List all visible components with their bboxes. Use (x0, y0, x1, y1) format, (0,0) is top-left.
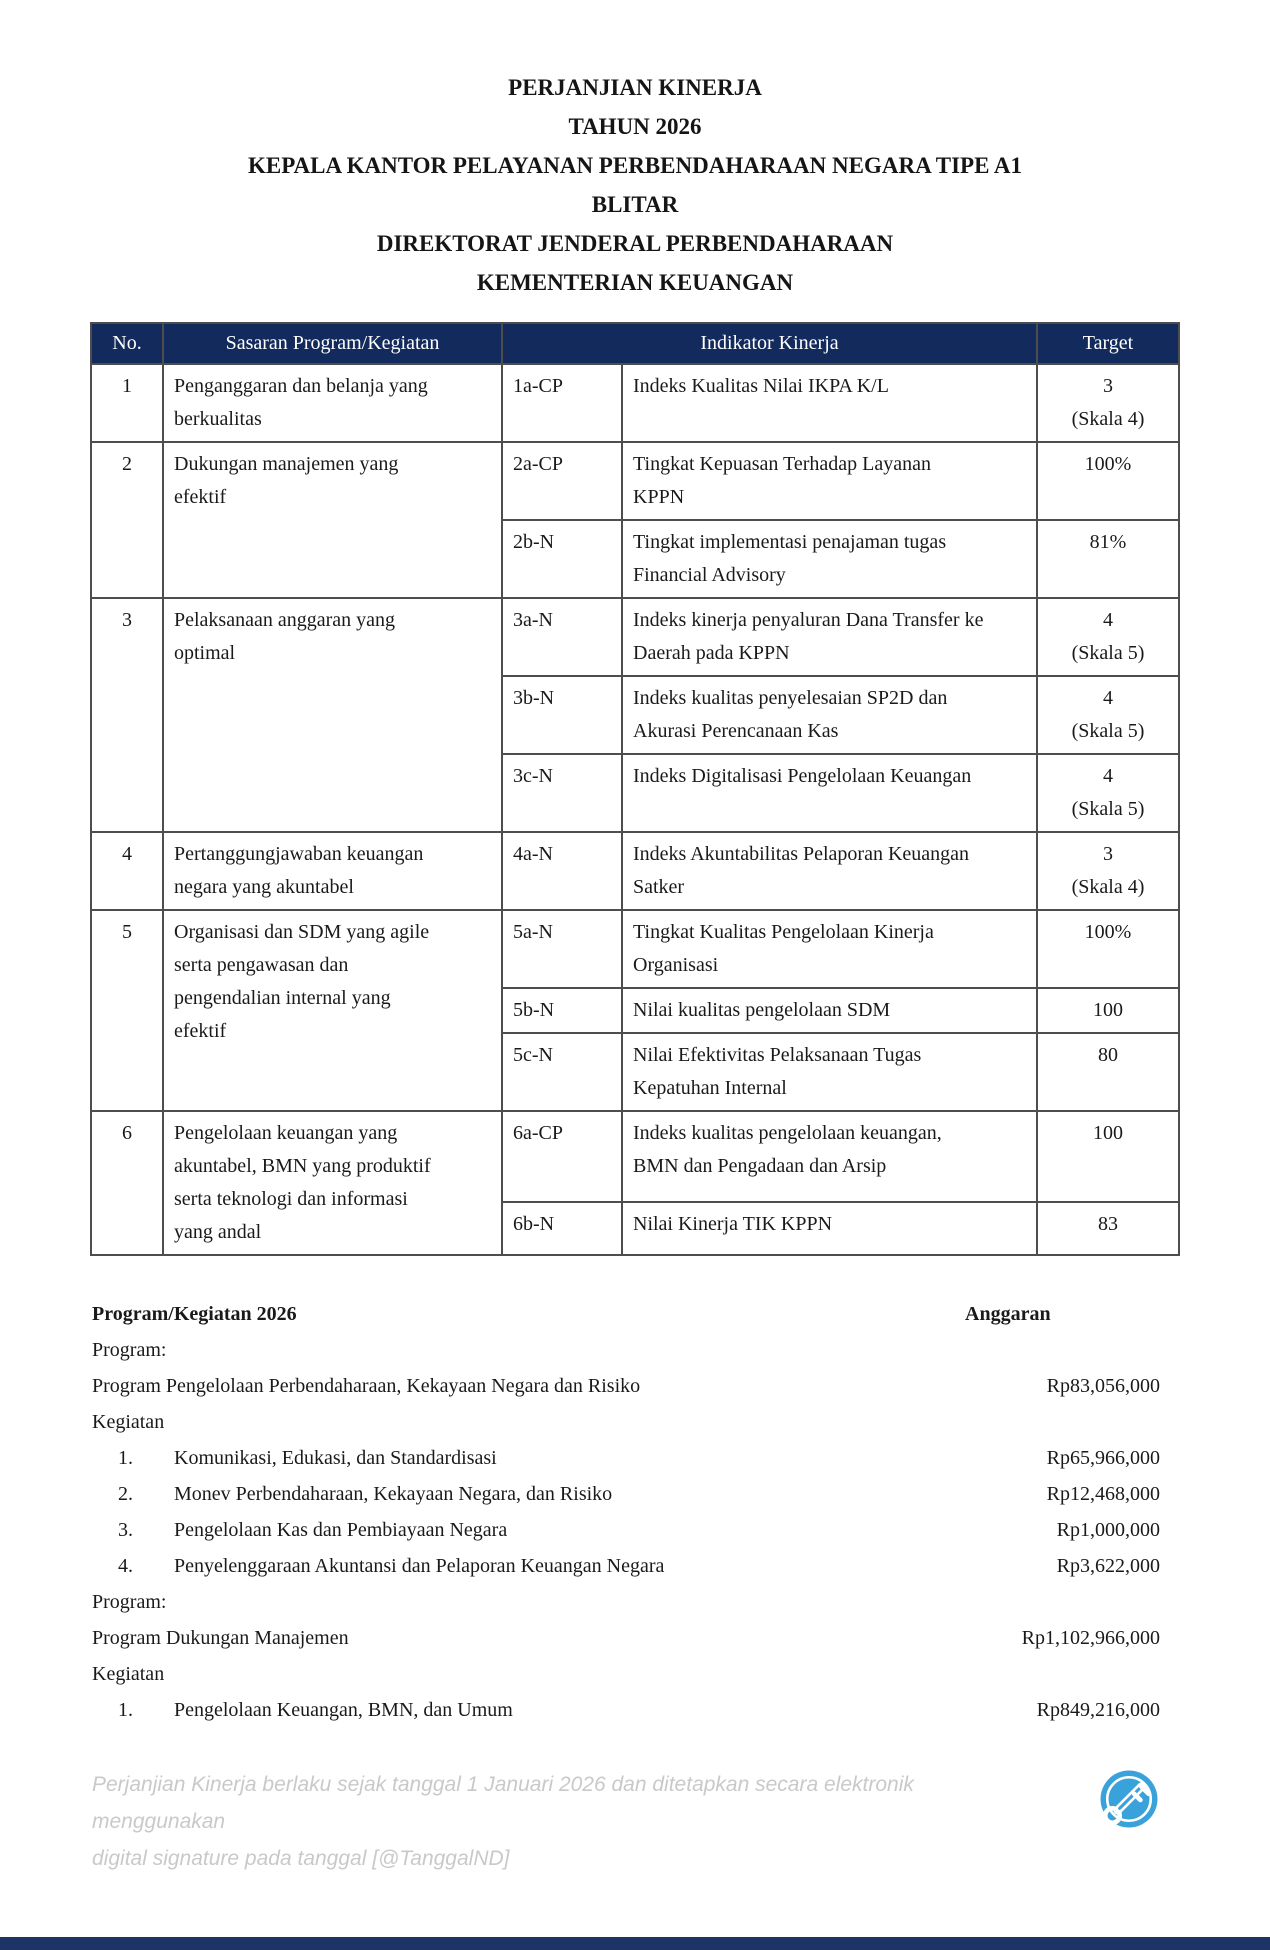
kpi-row (91, 598, 1179, 676)
budget-header-row (92, 1296, 1160, 1332)
budget-line-amount: Rp3,622,000 (1056, 1555, 1160, 1577)
col-header-sasaran: Sasaran Program/Kegiatan (163, 323, 502, 364)
target-cell (1037, 832, 1179, 910)
indicator-code-cell: 5b-N (502, 988, 622, 1033)
kpi-row (91, 832, 1179, 910)
indicator-code-cell: 3a-N (502, 598, 622, 676)
sasaran-text: Penganggaran dan belanja yang berkualitas (174, 375, 428, 430)
target-value: 83 (1098, 1213, 1118, 1236)
target-scale: (Skala 5) (1071, 642, 1145, 664)
signature-note-line-1: Perjanjian Kinerja berlaku sejak tanggal 1 Januari 2026 dan ditetapkan secara elektronik menggunakan (92, 1773, 914, 1833)
kpi-row (91, 1111, 1179, 1202)
budget-line (92, 1620, 1160, 1656)
signature-note (92, 1766, 962, 1877)
target-value: 4 (1103, 687, 1113, 709)
kpi-row (91, 364, 1179, 442)
target-value: 100 (1093, 999, 1123, 1021)
budget-line-text: Kegiatan (92, 1663, 165, 1685)
indicator-code-cell: 3b-N (502, 676, 622, 754)
indicator-text-cell (622, 676, 1037, 754)
row-number-cell: 2 (91, 442, 163, 598)
indicator-text-cell (622, 754, 1037, 832)
indicator-text: Nilai Kinerja TIK KPPN (633, 1213, 833, 1236)
target-scale: (Skala 5) (1071, 798, 1145, 820)
sasaran-text: Dukungan manajemen yang efektif (174, 453, 399, 508)
budget-line (92, 1656, 1160, 1692)
budget-line (92, 1332, 1160, 1368)
indicator-text-cell (622, 442, 1037, 520)
indicator-text: Indeks kualitas pengelolaan keuangan, BMN dan Pengadaan dan Arsip (633, 1122, 942, 1177)
target-cell (1037, 1033, 1179, 1111)
indicator-code-cell: 1a-CP (502, 364, 622, 442)
indicator-text-cell (622, 598, 1037, 676)
sasaran-cell (163, 832, 502, 910)
budget-line-amount: Rp1,102,966,000 (1021, 1627, 1160, 1649)
budget-line (92, 1404, 1160, 1440)
col-header-no: No. (91, 323, 163, 364)
target-value: 80 (1098, 1044, 1118, 1066)
target-scale: (Skala 4) (1071, 408, 1145, 430)
target-value: 4 (1103, 609, 1113, 631)
budget-line-text: Pengelolaan Keuangan, BMN, dan Umum (174, 1699, 513, 1721)
document-title (0, 0, 1270, 302)
budget-item-number: 2. (118, 1483, 133, 1505)
target-value: 4 (1103, 765, 1113, 787)
budget-line (92, 1476, 1160, 1512)
budget-line-text: Program: (92, 1339, 167, 1361)
sasaran-cell (163, 1111, 502, 1255)
target-value: 81% (1089, 531, 1127, 553)
row-number-cell: 4 (91, 832, 163, 910)
indicator-text-cell (622, 1111, 1037, 1202)
target-cell (1037, 676, 1179, 754)
budget-line-amount: Rp65,966,000 (1046, 1447, 1160, 1469)
budget-line (92, 1548, 1160, 1584)
indicator-text: Nilai kualitas pengelolaan SDM (633, 999, 891, 1021)
target-value: 100% (1084, 453, 1132, 475)
indicator-text-cell (622, 988, 1037, 1033)
indicator-text: Tingkat implementasi penajaman tugas Financial Advisory (633, 531, 947, 586)
budget-section (92, 1296, 1160, 1728)
title-line-5: DIREKTORAT JENDERAL PERBENDAHARAAN (376, 231, 894, 256)
indicator-code-cell: 6a-CP (502, 1111, 622, 1202)
sasaran-cell (163, 910, 502, 1111)
budget-line (92, 1512, 1160, 1548)
budget-lines (92, 1332, 1160, 1728)
budget-item-number: 4. (118, 1555, 133, 1577)
signature-note-line-2: digital signature pada tanggal [@TanggalND] (92, 1847, 510, 1870)
budget-item-number: 3. (118, 1519, 133, 1541)
budget-item-number: 1. (118, 1447, 133, 1469)
indicator-code-cell: 6b-N (502, 1202, 622, 1255)
target-cell (1037, 988, 1179, 1033)
digital-signature-key-icon (1100, 1770, 1158, 1828)
title-line-2: TAHUN 2026 (568, 114, 702, 139)
indicator-text-cell (622, 1202, 1037, 1255)
target-value: 3 (1103, 375, 1113, 397)
indicator-text: Nilai Efektivitas Pelaksanaan Tugas Kepatuhan Internal (633, 1044, 922, 1099)
sasaran-cell (163, 598, 502, 832)
indicator-text-cell (622, 1033, 1037, 1111)
indicator-code-cell: 5a-N (502, 910, 622, 988)
row-number-cell: 1 (91, 364, 163, 442)
indicator-text: Indeks kualitas penyelesaian SP2D dan Akurasi Perencanaan Kas (633, 687, 948, 742)
indicator-text: Tingkat Kepuasan Terhadap Layanan KPPN (633, 453, 931, 508)
target-cell (1037, 1202, 1179, 1255)
budget-item-number: 1. (118, 1699, 133, 1721)
budget-title: Program/Kegiatan 2026 (92, 1303, 297, 1325)
budget-amount-header: Anggaran (965, 1303, 1051, 1325)
title-line-1: PERJANJIAN KINERJA (508, 75, 762, 100)
target-value: 100 (1093, 1122, 1123, 1144)
target-cell (1037, 754, 1179, 832)
sasaran-text: Pelaksanaan anggaran yang optimal (174, 609, 396, 664)
title-line-6: KEMENTERIAN KEUANGAN (476, 270, 794, 295)
row-number-cell: 3 (91, 598, 163, 832)
title-line-4: BLITAR (591, 192, 679, 217)
sasaran-cell (163, 364, 502, 442)
budget-line-amount: Rp83,056,000 (1046, 1375, 1160, 1397)
budget-line-text: Penyelenggaraan Akuntansi dan Pelaporan Keuangan Negara (174, 1555, 665, 1577)
budget-line-text: Program Pengelolaan Perbendaharaan, Kekayaan Negara dan Risiko (92, 1375, 641, 1397)
budget-line-amount: Rp849,216,000 (1036, 1699, 1160, 1721)
indicator-text: Indeks Digitalisasi Pengelolaan Keuangan (633, 765, 972, 787)
title-line-3: KEPALA KANTOR PELAYANAN PERBENDAHARAAN NEGARA TIPE A1 (247, 153, 1023, 178)
target-value: 3 (1103, 843, 1113, 865)
target-scale: (Skala 4) (1071, 876, 1145, 898)
target-cell (1037, 910, 1179, 988)
budget-line-text: Komunikasi, Edukasi, dan Standardisasi (174, 1447, 497, 1469)
indicator-code-cell: 2a-CP (502, 442, 622, 520)
target-cell (1037, 442, 1179, 520)
sasaran-text: Pengelolaan keuangan yang akuntabel, BMN yang produktif serta teknologi dan informasi yang andal (174, 1122, 431, 1243)
indicator-code-cell: 3c-N (502, 754, 622, 832)
indicator-code-cell: 5c-N (502, 1033, 622, 1111)
sasaran-text: Organisasi dan SDM yang agile serta pengawasan dan pengendalian internal yang efektif (174, 921, 430, 1042)
budget-line (92, 1440, 1160, 1476)
target-scale: (Skala 5) (1071, 720, 1145, 742)
budget-line-amount: Rp12,468,000 (1046, 1483, 1160, 1505)
indicator-text-cell (622, 910, 1037, 988)
indicator-text: Indeks Kualitas Nilai IKPA K/L (633, 375, 889, 397)
indicator-code-cell: 2b-N (502, 520, 622, 598)
target-cell (1037, 598, 1179, 676)
kpi-header-row (91, 323, 1179, 364)
indicator-text: Tingkat Kualitas Pengelolaan Kinerja Organisasi (633, 921, 934, 976)
budget-line (92, 1584, 1160, 1620)
kpi-table-body (91, 364, 1179, 1255)
row-number-cell: 6 (91, 1111, 163, 1255)
col-header-indikator: Indikator Kinerja (502, 323, 1037, 364)
bottom-bar (0, 1937, 1270, 1950)
indicator-text: Indeks kinerja penyaluran Dana Transfer ke Daerah pada KPPN (633, 609, 984, 664)
budget-line-text: Kegiatan (92, 1411, 165, 1433)
indicator-text-cell (622, 832, 1037, 910)
col-header-target: Target (1037, 323, 1179, 364)
target-cell (1037, 1111, 1179, 1202)
budget-line (92, 1368, 1160, 1404)
budget-line-text: Pengelolaan Kas dan Pembiayaan Negara (174, 1519, 508, 1541)
kpi-table (90, 322, 1180, 1256)
indicator-text: Indeks Akuntabilitas Pelaporan Keuangan Satker (633, 843, 970, 898)
budget-line-amount: Rp1,000,000 (1056, 1519, 1160, 1541)
indicator-text-cell (622, 520, 1037, 598)
target-value: 100% (1084, 921, 1132, 943)
budget-line-text: Program Dukungan Manajemen (92, 1627, 349, 1649)
budget-line-text: Monev Perbendaharaan, Kekayaan Negara, dan Risiko (174, 1483, 613, 1505)
kpi-row (91, 442, 1179, 520)
budget-line-text: Program: (92, 1591, 167, 1613)
kpi-row (91, 910, 1179, 988)
target-cell (1037, 364, 1179, 442)
budget-line (92, 1692, 1160, 1728)
sasaran-cell (163, 442, 502, 598)
indicator-text-cell (622, 364, 1037, 442)
target-cell (1037, 520, 1179, 598)
row-number-cell: 5 (91, 910, 163, 1111)
sasaran-text: Pertanggungjawaban keuangan negara yang akuntabel (174, 843, 424, 898)
indicator-code-cell: 4a-N (502, 832, 622, 910)
